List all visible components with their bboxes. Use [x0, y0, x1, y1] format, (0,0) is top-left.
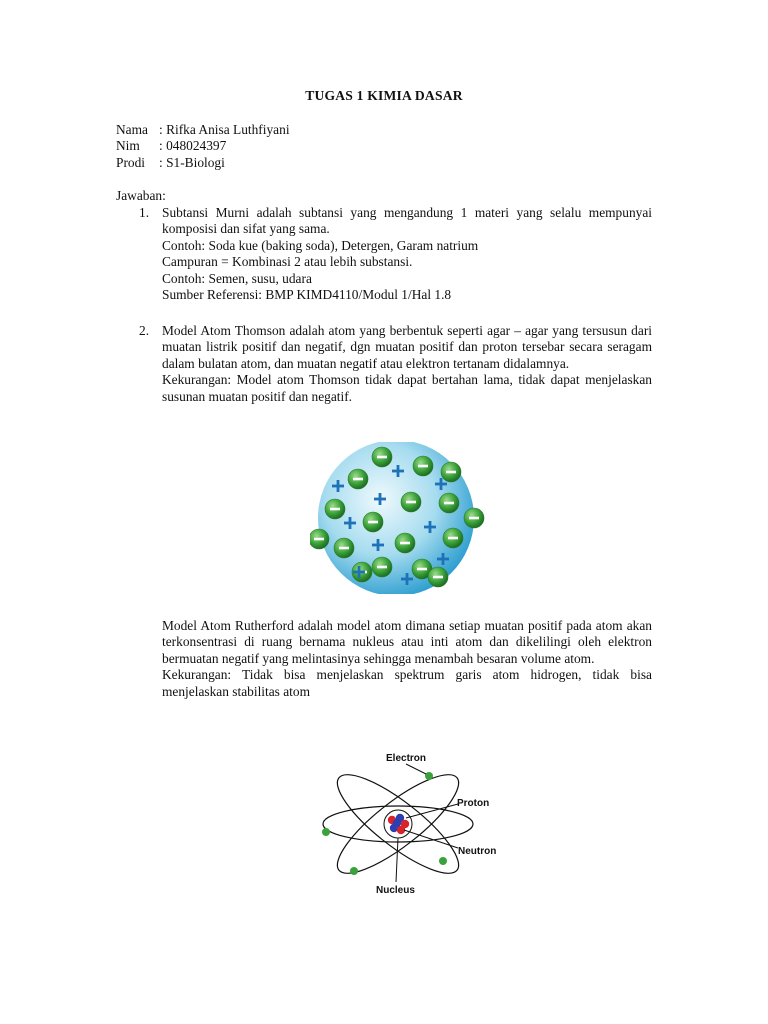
- item-number: 2.: [139, 323, 150, 338]
- item-number: 1.: [139, 205, 150, 220]
- rutherford-section: [162, 618, 652, 700]
- nucleus-label: Nucleus: [376, 885, 415, 896]
- identity-key: Prodi: [116, 154, 146, 170]
- neutron-label: Neutron: [458, 846, 497, 857]
- answer-heading: Jawaban:: [116, 188, 166, 203]
- neutron-icon: [393, 819, 401, 827]
- identity-value: : 048024397: [159, 138, 227, 154]
- electron-icon: [441, 462, 461, 482]
- electron-icon: [334, 538, 354, 558]
- answer-item-2: [116, 323, 652, 405]
- identity-key: Nama: [116, 122, 148, 137]
- identity-prodi-row: [116, 155, 290, 171]
- electron-icon: [425, 772, 433, 780]
- electron-icon: [439, 857, 447, 865]
- electron-icon: [464, 508, 484, 528]
- item-line: Campuran = Kombinasi 2 atau lebih substansi.: [162, 254, 413, 270]
- identity-key: Nim: [116, 138, 140, 154]
- item-paragraph: Subtansi Murni adalah subtansi yang mengandung 1 materi yang selalu mempunyai komposisi dan sifat yang sama.: [162, 205, 652, 237]
- identity-name-row: [116, 122, 290, 138]
- electron-icon: [428, 567, 448, 587]
- identity-nim-row: [116, 138, 290, 154]
- thomson-atom-figure: [310, 442, 486, 594]
- nucleus: [384, 810, 412, 838]
- electron-icon: [395, 533, 415, 553]
- electron-icon: [443, 528, 463, 548]
- electron-label: Electron: [386, 753, 427, 764]
- electron-icon: [322, 828, 330, 836]
- item-line: Sumber Referensi: BMP KIMD4110/Modul 1/Hal 1.8: [162, 287, 452, 303]
- document-title: TUGAS 1 KIMIA DASAR: [305, 88, 463, 103]
- electron-icon: [401, 492, 421, 512]
- item-line: Contoh: Semen, susu, udara: [162, 270, 312, 286]
- answer-item-1: [116, 205, 652, 303]
- electron-icon: [372, 557, 392, 577]
- electron-icon: [363, 512, 383, 532]
- electron-icon: [350, 867, 358, 875]
- electron-icon: [310, 529, 329, 549]
- item-line: Contoh: Soda kue (baking soda), Detergen, Garam natrium: [162, 237, 479, 253]
- identity-block: [116, 122, 290, 171]
- item-weakness: Kekurangan: Model atom Thomson tidak dapat bertahan lama, tidak dapat menjelaskan susunan muatan positif dan negatif.: [162, 372, 652, 404]
- electron-icon: [439, 493, 459, 513]
- rutherford-paragraph: Model Atom Rutherford adalah model atom dimana setiap muatan positif pada atom akan terkonsentrasi di ruang bernama nukleus atau inti atom dan dikelilingi oleh elektron bermuatan negatif yang melintasinya sehingga menambah besaran volume atom.: [162, 618, 652, 666]
- electron-icon: [413, 456, 433, 476]
- proton-label: Proton: [457, 798, 490, 809]
- electron-icon: [348, 469, 368, 489]
- electron-icon: [325, 499, 345, 519]
- identity-value: : S1-Biologi: [159, 154, 225, 170]
- rutherford-weakness: Kekurangan: Tidak bisa menjelaskan spektrum garis atom hidrogen, tidak bisa menjelaskan stabilitas atom: [162, 667, 652, 699]
- identity-value: : Rifka Anisa Luthfiyani: [159, 122, 290, 137]
- electron-icon: [372, 447, 392, 467]
- rutherford-atom-figure: [316, 748, 506, 898]
- item-paragraph: Model Atom Thomson adalah atom yang berbentuk seperti agar – agar yang tersusun dari muatan listrik positif dan negatif, dgn muatan positif dan proton tersebar secara seragam dalam bulatan atom, dan muatan negatif atau elektron tertanam didalamnya.: [162, 323, 652, 371]
